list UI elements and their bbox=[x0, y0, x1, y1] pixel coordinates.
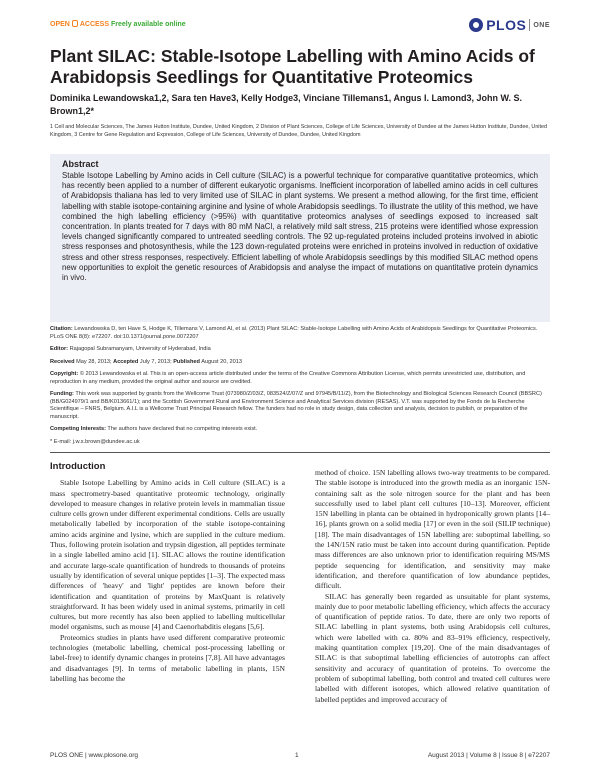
open-lock-icon bbox=[72, 20, 78, 27]
citation-text: Lewandowska D, ten Have S, Hodge K, Tillemans V, Lamond AI, et al. (2013) Plant SILAC: Stable-Isotope Labelling with Amino Acids of Arabidopsis Seedlings for Quantitative Proteomics. PLoS ONE 8(8): e72207. doi:10.1371/journal.pone.0072207 bbox=[50, 326, 538, 340]
footer-page-number: 1 bbox=[295, 752, 299, 759]
intro-paragraph-1: Stable Isotope Labelling by Amino acids in Cell culture (SILAC) is a mass spectrometry-based quantitative proteomic technology, originally developed to measure changes in relative protein levels in mammalian tissue culture cells grown under different experimental conditions. Cells are usually metabolically labelled by incorporation of the stable isotope-containing amino acids arginine and lysine, which are supplied in the culture medium. Thus, following protein isolation and trypsin digestion, all peptides terminate in a single labelled amino acid [1]. SILAC allows the routine identification and accurate large-scale quantification of hundreds to thousands of proteins usually by identification of several unique peptides [1–3]. The expected mass differences of 'heavy' and 'light' peptides are known before their identification and quantitation of proteins by MaxQuant is relatively straightforward. It has been widely used in animal systems, primarily in cell cultures, but more recently has also been applied to labelling multicellular model organisms, such as mouse [4] and Caenorhabditis elegans [5,6]. bbox=[50, 478, 285, 632]
accepted-date: July 7, 2013; bbox=[139, 358, 172, 365]
author-list: Dominika Lewandowska1,2, Sara ten Have3, Kelly Hodge3, Vinciane Tillemans1, Angus I. Lamond3, John W. S. Brown1,2* bbox=[50, 93, 522, 116]
abstract-text: Stable Isotope Labelling by Amino acids in Cell culture (SILAC) is a powerful technique for comparative quantitative proteomics, which has recently been applied to a number of different eukaryotic organisms. Inefficient incorporation of labelled amino acids in cell cultures of Arabidopsis thaliana has led to very limited use of SILAC in plant systems. We present a method allowing, for the first time, efficient labelling with stable isotope-containing arginine and lysine of whole Arabidopsis seedlings. To illustrate the utility of this method, we have combined the high labelling efficiency (>95%) with quantitative proteomics analyses of seedlings exposed to increased salt concentration. In plants treated for 7 days with 80 mM NaCl, a relatively mild salt stress, 215 proteins were identified whose expression levels changed significantly compared to untreated seedling controls. The 92 up-regulated proteins included proteins involved in abiotic stress responses and photosynthesis, while the 123 down-regulated proteins were enriched in proteins involved in reduction of oxidative stress and other stress responses, respectively. Efficient labelling of whole Arabidopsis seedlings by this modified SILAC method opens new opportunities to exploit the genetic resources of Arabidopsis and analyse the impact of mutations on quantitative protein dynamics in vivo. bbox=[62, 171, 538, 283]
copyright-text: © 2013 Lewandowska et al. This is an open-access article distributed under the terms of the Creative Commons Attribution License, which permits unrestricted use, distribution, and reproduction in any medium, provided the original author and source are credited. bbox=[50, 371, 526, 385]
logo-one-text: ONE bbox=[533, 21, 550, 29]
abstract-heading: Abstract bbox=[62, 159, 99, 169]
received-date: May 28, 2013; bbox=[76, 358, 112, 365]
copyright-label: Copyright: bbox=[50, 371, 79, 377]
article-metadata bbox=[50, 326, 550, 451]
editor-text: Rajagopal Subramanyam, University of Hyderabad, India bbox=[69, 346, 211, 352]
citation-label: Citation: bbox=[50, 326, 73, 332]
citation-block bbox=[50, 326, 550, 341]
editor-block bbox=[50, 346, 550, 354]
footer-journal: PLOS ONE | www.plosone.org bbox=[50, 752, 139, 759]
access-label: ACCESS bbox=[79, 21, 110, 28]
affiliations: 1 Cell and Molecular Sciences, The James Hutton Institute, Dundee, United Kingdom, 2 Division of Plant Sciences, College of Life Sciences, University of Dundee at the James Hutton Institute, Dundee, United Kingdom, 3 Centre for Gene Regulation and Expression, College of Life Sciences, University of Dundee, Dundee, United Kingdom bbox=[50, 124, 548, 138]
published-date: August 20, 2013 bbox=[201, 358, 242, 365]
left-column bbox=[50, 462, 285, 684]
email-line: * E-mail: j.w.s.brown@dundee.ac.uk bbox=[50, 438, 140, 445]
section-divider bbox=[50, 452, 550, 453]
funding-text: This work was supported by grants from the Wellcome Trust (073980/Z/03/Z, 083524/Z/07/Z and 97945/B/11/Z), from the Biotechnology and Biological Sciences Research Council (BBSRC) (BB/G024979/1 and BB/K013661/1); and the Scottish Government Rural and Environment Science and Analytical Services division (RESAS). V.T. was supported by the Fonds de la Recherche Scientifique – FNRS, Belgium. A.I.L is a Wellcome Trust Principal Research fellow. The funders had no role in study design, data collection and analysis, decision to publish, or preparation of the manuscript. bbox=[50, 391, 542, 420]
editor-label: Editor: bbox=[50, 346, 69, 352]
open-access-banner bbox=[50, 20, 186, 28]
copyright-block bbox=[50, 371, 550, 386]
competing-label: Competing Interests: bbox=[50, 426, 106, 432]
plos-one-logo bbox=[469, 16, 550, 34]
plos-logo-icon bbox=[469, 18, 483, 32]
published-label: Published bbox=[173, 358, 200, 365]
competing-block bbox=[50, 426, 550, 434]
article-title: Plant SILAC: Stable-Isotope Labelling with Amino Acids of Arabidopsis Seedlings for Quantitative Proteomics bbox=[50, 46, 535, 87]
page-header bbox=[50, 16, 550, 36]
open-label: OPEN bbox=[50, 21, 70, 28]
logo-divider bbox=[529, 19, 530, 31]
abstract-box bbox=[50, 154, 550, 322]
freely-available-label: Freely available online bbox=[110, 21, 186, 28]
intro-paragraph-2: Proteomics studies in plants have used different comparative proteomic technologies (metabolic labelling, chemical post-processing labelling or label-free) to identify dynamic changes in proteins [7,8]. All have advantages and disadvantages [9]. In terms of metabolic labelling in plants, 15N labelling has become the bbox=[50, 632, 285, 683]
received-label: Received bbox=[50, 358, 75, 365]
competing-text: The authors have declared that no competing interests exist. bbox=[107, 426, 258, 432]
funding-block bbox=[50, 391, 550, 421]
intro-paragraph-3: method of choice. 15N labelling allows two-way treatments to be compared. The stable isotope is introduced into the growth media as an inorganic 15N-containing salt as the sole nitrogen source for the plant and has been successfully used to label plant cell cultures [10–13]. Moreover, efficient 15N labelling in planta can be obtained in hydroponically grown plants [14–16], plants grown on a solid media [17] or even in the soil (SILIP technique) [18]. The main disadvantages of 15N labelling are: suboptimal labelling, so the 14N/15N ratio must be taken into account during quantification. Peptide mass differences are also unknown prior to identification requiring MS/MS peptide sequencing for identification, and sensitivity may make identification, and therefore quantification of low abundance peptides, difficult. bbox=[315, 468, 550, 591]
dates-block bbox=[50, 359, 550, 367]
accepted-label: Accepted bbox=[113, 358, 139, 365]
logo-plos-text: PLOS bbox=[486, 17, 527, 33]
introduction-heading: Introduction bbox=[50, 461, 106, 472]
intro-paragraph-4: SILAC has generally been regarded as unsuitable for plant systems, mainly due to poor metabolic labelling efficiency, which affects the accuracy of quantification of peptide ratios. To date, there are only two reports of SILAC labelling in plant systems, both using Arabidopsis cell cultures, which were labelled with ca. 80% and 83–91% efficiency, respectively, making quantitation complex [19,20]. One of the main disadvantages of SILAC is that suboptimal labelling efficiencies of autotrophs can affect sensitivity and accuracy of quantitation of proteins. To overcome the problem of suboptimal labelling, both control and treated cell cultures were labelled with different isotopes, which allowed relative quantitation of labelled peptides and improved accuracy of bbox=[315, 591, 550, 704]
funding-label: Funding: bbox=[50, 391, 74, 397]
right-column bbox=[315, 468, 550, 705]
footer-issue: August 2013 | Volume 8 | Issue 8 | e72207 bbox=[427, 752, 550, 759]
